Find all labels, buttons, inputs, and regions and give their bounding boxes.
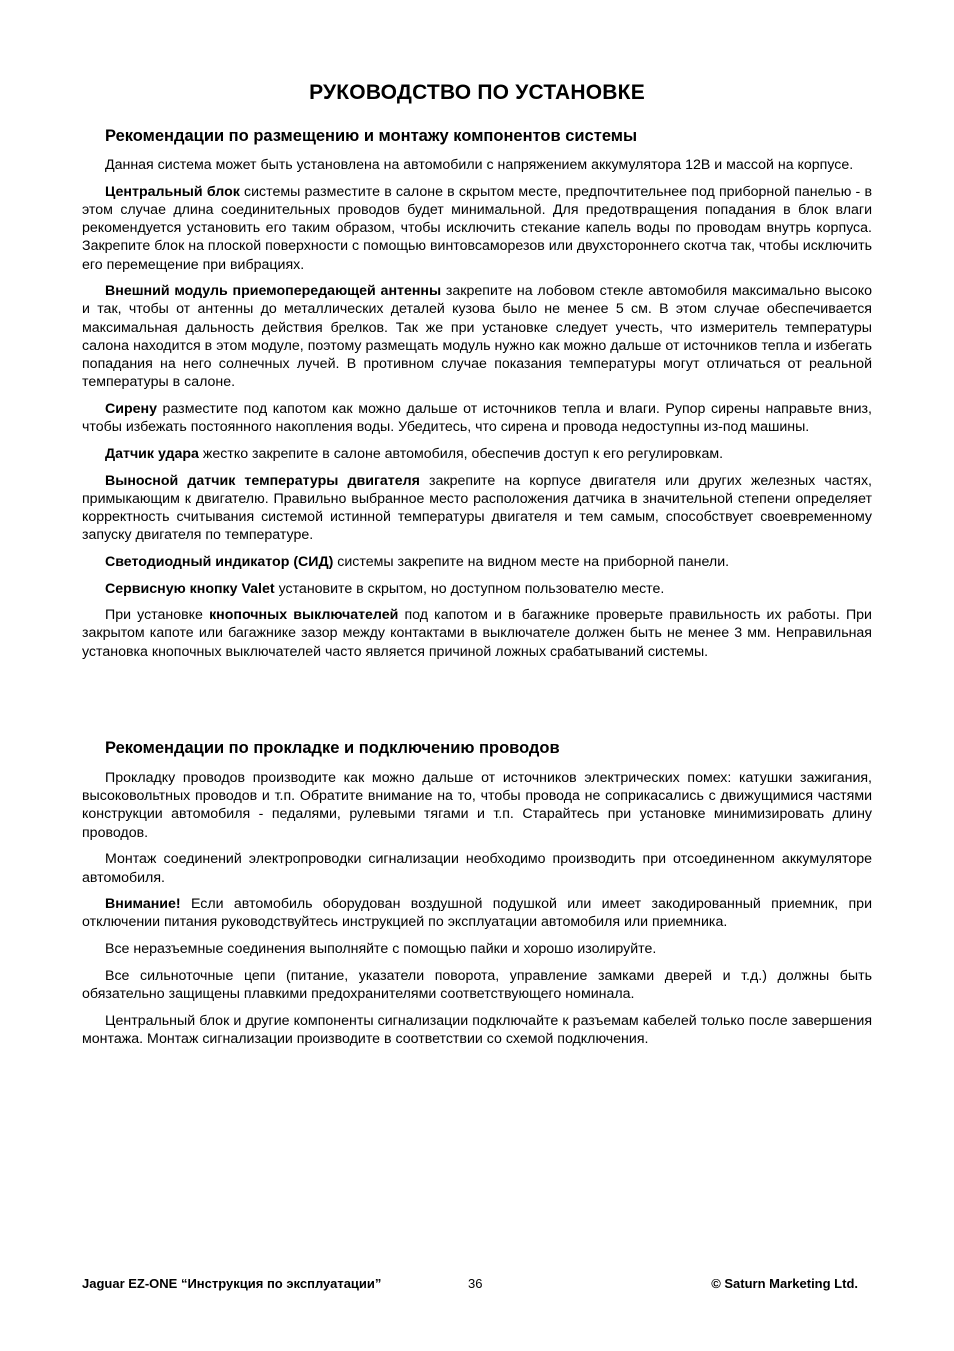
paragraph-text: установите в скрытом, но доступном пользователю месте.: [274, 580, 665, 597]
paragraph: [82, 895, 872, 931]
paragraph-text: Монтаж соединений электропроводки сигнализации необходимо производить при отсоединенном аккумуляторе автомобиля.: [82, 851, 872, 886]
term-push-switches: кнопочных выключателей: [209, 607, 399, 624]
paragraph: [82, 553, 872, 571]
paragraph: [82, 967, 872, 1003]
footer-document-title: Jaguar EZ-ONE “Инструкция по эксплуатации”: [82, 1276, 382, 1291]
term-central-unit: Центральный блок: [105, 183, 240, 200]
paragraph: [82, 282, 872, 391]
section1-heading: Рекомендации по размещению и монтажу компонентов системы: [105, 127, 638, 145]
section1-body: [82, 156, 872, 669]
paragraph-text: Все сильноточные цепи (питание, указатели поворота, управление замками дверей и т.д.) должны быть обязательно защищены плавкими предохранителями соответствующего номинала.: [82, 967, 872, 1003]
paragraph-text: Центральный блок и другие компоненты сигнализации подключайте к разъемам кабелей только после завершения монтажа. Монтаж сигнализации производите в соответствии со схемой подключения.: [82, 1012, 872, 1047]
paragraph-text: закрепите на корпусе двигателя или других железных частях, примыкающим к двигателю. Правильно выбранное место расположения датчика в значительной степени определяет корректность считывания системой истинной температуры двигателя и тем самым, способствует своевременному запуску двигателя по температуре.: [82, 472, 872, 544]
paragraph: [82, 1012, 872, 1048]
term-engine-temp-sensor: Выносной датчик температуры двигателя: [105, 472, 420, 489]
paragraph: [82, 940, 872, 958]
term-warning: Внимание!: [105, 896, 181, 913]
term-shock-sensor: Датчик удара: [105, 445, 199, 462]
term-led-indicator: Светодиодный индикатор (СИД): [105, 553, 334, 570]
paragraph-text: закрепите на лобовом стекле автомобиля максимально высоко и так, чтобы от антенны до металлических деталей кузова было не менее 5 см. В этом случае обеспечивается максимальная дальность действия брелков. Так же при установке следует учесть, что измеритель температуры салона находится в этом модуле, поэтому размещать модуль нужно как можно дальше от источников тепла и избегать попадания на него солнечных лучей. В противном случае показания температуры могут отличаться от реальной температуры в салоне.: [82, 283, 872, 391]
paragraph-text: Данная система может быть установлена на автомобили с напряжением аккумулятора 12В и массой на корпусе.: [105, 157, 854, 173]
term-valet-button: Сервисную кнопку Valet: [105, 580, 275, 597]
footer-page-number: 36: [468, 1276, 483, 1291]
section2-body: [82, 769, 872, 1057]
paragraph: [82, 606, 872, 661]
paragraph: [82, 400, 872, 436]
section2-heading: Рекомендации по прокладке и подключению проводов: [105, 739, 560, 757]
paragraph: [82, 472, 872, 545]
term-siren: Сирену: [105, 400, 157, 417]
paragraph-text: жестко закрепите в салоне автомобиля, обеспечив доступ к его регулировкам.: [198, 445, 724, 462]
paragraph-text: системы закрепите на видном месте на приборной панели.: [333, 553, 730, 570]
paragraph-text: Если автомобиль оборудован воздушной подушкой или имеет закодированный приемник, при отключении питания руководствуйтесь инструкцией по эксплуатации автомобиля или приемника.: [82, 896, 872, 931]
paragraph-text: Все неразъемные соединения выполняйте с помощью пайки и хорошо изолируйте.: [105, 941, 657, 958]
page-footer: [82, 1276, 858, 1294]
footer-copyright: © Saturn Marketing Ltd.: [711, 1276, 858, 1291]
page-title: РУКОВОДСТВО ПО УСТАНОВКЕ: [309, 81, 645, 104]
paragraph-text: При установке: [105, 607, 210, 624]
paragraph-text: разместите под капотом как можно дальше от источников тепла и влаги. Рупор сирены направьте вниз, чтобы избежать постоянного накопления воды. Убедитесь, что сирена и провода недоступны из-под машины.: [82, 400, 872, 436]
paragraph: [82, 445, 872, 463]
paragraph-text: системы разместите в салоне в скрытом месте, предпочтительнее под приборной панелью - в этом случае длина соединительных проводов будет минимальной. Для предотвращения попадания в блок влаги рекомендуется установить его таким образом, чтобы исключить стекание капель воды по проводам внутрь корпуса. Закрепите блок на плоской поверхности с помощью винтовсаморезов или двухстороннего скотча так, чтобы исключить его перемещение при вибрациях.: [82, 183, 872, 273]
term-antenna-module: Внешний модуль приемопередающей антенны: [105, 283, 442, 300]
paragraph: [82, 156, 872, 174]
paragraph-text: Прокладку проводов производите как можно дальше от источников электрических помех: катушки зажигания, высоковольтных проводов и т.п. Обратите внимание на то, чтобы провода не соприкасались с движущимися частями конструкции автомобиля - педалями, рулевыми тягами и т.п. Старайтесь при установке минимизировать длину проводов.: [82, 770, 872, 841]
paragraph-text: под капотом и в багажнике проверьте правильность их работы. При закрытом капоте или багажнике зазор между контактами в выключателе должен быть не менее 3 мм. Неправильная установка кнопочных выключателей часто является причиной ложных срабатываний системы.: [82, 607, 872, 660]
paragraph: [82, 183, 872, 274]
paragraph: [82, 769, 872, 842]
paragraph: [82, 850, 872, 886]
paragraph: [82, 580, 872, 598]
